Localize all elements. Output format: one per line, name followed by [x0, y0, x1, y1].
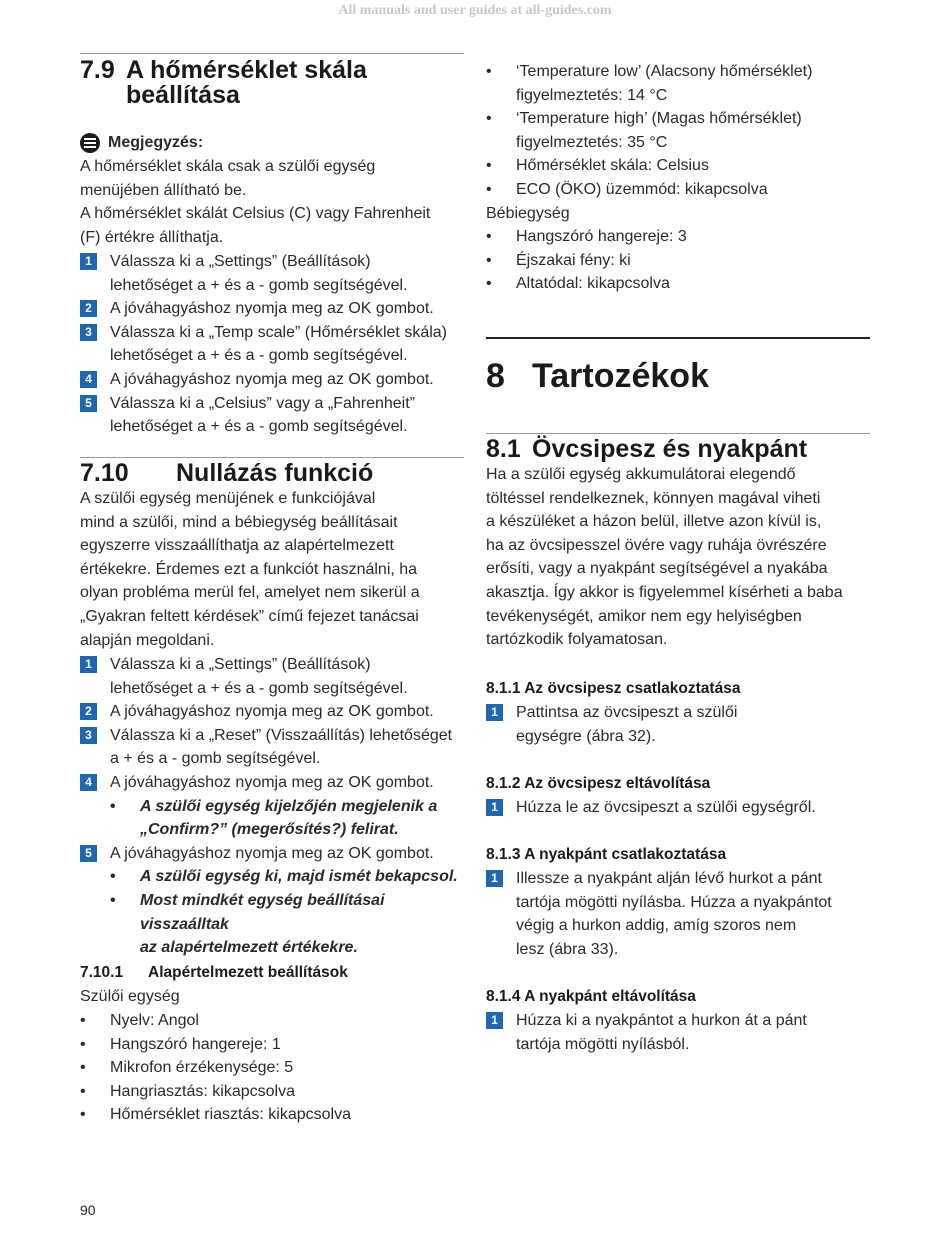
section-7-10-intro [80, 487, 464, 652]
section-8-1-4-heading: 8.1.4 A nyakpánt eltávolítása [486, 988, 696, 1005]
step-line: végig a hurkon addig, amíg szoros nem [516, 917, 797, 935]
step-number: 2 [80, 703, 97, 720]
page-number: 90 [80, 1202, 96, 1218]
list-item-text: Hőmérséklet riasztás: kikapcsolva [110, 1106, 351, 1124]
step-line: A jóváhagyáshoz nyomja meg az OK gombot. [110, 773, 434, 791]
section-8-1-intro [486, 463, 870, 652]
step-item [80, 321, 464, 368]
step-item [80, 700, 464, 724]
step-item [80, 297, 464, 321]
step-number: 1 [80, 253, 97, 270]
bullet-dot: • [486, 110, 492, 128]
result-line: A szülői egység kijelzőjén megjelenik a [140, 797, 438, 815]
chapter-number: 8 [486, 357, 505, 395]
step-line: tartója mögötti nyílásba. Húzza a nyakpántot [516, 893, 832, 911]
section-8-1-heading [486, 437, 870, 462]
note-label: Megjegyzés: [108, 134, 204, 151]
step-item [80, 392, 464, 439]
parent-defaults-list [80, 1009, 464, 1127]
step-item [486, 867, 870, 961]
list-item [486, 60, 870, 107]
step-line: Húzza ki a nyakpántot a hurkon át a pánt [516, 1012, 807, 1029]
result-bullet [80, 865, 464, 889]
step-number: 1 [486, 1012, 503, 1029]
list-item-text: Altatódal: kikapcsolva [516, 275, 670, 293]
bullet-dot: • [486, 157, 492, 175]
section-8-1-1-heading: 8.1.1 Az övcsipesz csatlakoztatása [486, 680, 741, 697]
list-item-text: Hőmérséklet skála: Celsius [516, 157, 709, 175]
bullet-dot: • [486, 63, 492, 80]
bullet-dot: • [486, 228, 492, 246]
step-line: Válassza ki a „Celsius” vagy a „Fahrenheit” [110, 394, 416, 412]
step-line: lehetőséget a + és a - gomb segítségével. [110, 679, 408, 697]
paragraph-line: A szülői egység menüjének e funkciójával [80, 490, 376, 507]
step-item [80, 842, 464, 866]
note-line: menüjében állítható be. [80, 181, 247, 199]
list-item-text: ‘Temperature low’ (Alacsony hőmérséklet) [516, 63, 813, 80]
step-number: 4 [80, 371, 97, 388]
defaults-continued-list [486, 60, 870, 296]
step-line: Válassza ki a „Reset” (Visszaállítás) lehetőséget [110, 726, 453, 744]
bullet-dot: • [80, 1059, 86, 1077]
watermark: All manuals and user guides at all-guides.com [338, 3, 612, 18]
chapter-8-heading [486, 356, 870, 396]
list-item-text: ECO (ÖKO) üzemmód: kikapcsolva [516, 180, 768, 198]
paragraph-line: alapján megoldani. [80, 631, 215, 649]
list-item [80, 1009, 464, 1033]
step-line: a + és a - gomb segítségével. [110, 750, 321, 768]
paragraph-line: mind a szülői, mind a bébiegység beállításait [80, 513, 398, 531]
paragraph-line: értékekre. Érdemes ezt a funkciót használni, ha [80, 560, 418, 578]
step-item [80, 771, 464, 795]
bullet-dot: • [110, 868, 116, 886]
list-item [80, 1056, 464, 1080]
step-line: lesz (ábra 33). [516, 940, 619, 958]
step-number: 3 [80, 727, 97, 744]
bullet-dot: • [80, 1082, 86, 1100]
step-number: 1 [486, 870, 503, 887]
step-line: lehetőséget a + és a - gomb segítségével. [110, 347, 408, 365]
paragraph-line: tevékenységét, amikor nem egy helyiségben [486, 607, 802, 625]
result-line: Most mindkét egység beállításai visszaálltak [140, 891, 385, 933]
paragraph-line: akasztja. Így akkor is figyelemmel kísérheti a baba [486, 583, 843, 601]
step-number: 3 [80, 324, 97, 341]
step-line: A jóváhagyáshoz nyomja meg az OK gombot. [110, 370, 434, 388]
bullet-dot: • [110, 797, 116, 815]
step-number: 4 [80, 774, 97, 791]
step-number: 5 [80, 845, 97, 862]
paragraph-line: egyszerre visszaállíthatja az alapértelmezett [80, 537, 394, 555]
steps-7-10 [80, 653, 464, 960]
step-line: Pattintsa az övcsipeszt a szülői [516, 704, 738, 721]
list-item [486, 249, 870, 273]
paragraph-line: töltéssel rendelkeznek, könnyen magával viheti [486, 489, 821, 507]
step-item [80, 653, 464, 700]
section-7-10-heading [80, 461, 464, 486]
step-line: A jóváhagyáshoz nyomja meg az OK gombot. [110, 703, 434, 721]
section-number: 7.9 [80, 56, 115, 84]
bullet-dot: • [486, 251, 492, 269]
result-bullet [80, 795, 464, 842]
result-line: az alapértelmezett értékekre. [140, 939, 358, 957]
step-number: 1 [486, 704, 503, 721]
step-item [80, 250, 464, 297]
step-line: Válassza ki a „Temp scale” (Hőmérséklet skála) [110, 323, 447, 341]
note-line: (F) értékre állíthatja. [80, 228, 224, 246]
step-line: Húzza le az övcsipeszt a szülői egységről. [516, 799, 816, 816]
chapter-title: Tartozékok [532, 357, 709, 395]
section-8-1-2-heading: 8.1.2 Az övcsipesz eltávolítása [486, 775, 711, 792]
step-number: 1 [486, 799, 503, 816]
chapter-rule [486, 337, 870, 339]
step-item [80, 724, 464, 771]
list-item-text: figyelmeztetés: 35 °C [516, 133, 668, 151]
list-item [486, 225, 870, 249]
list-item-text: figyelmeztetés: 14 °C [516, 86, 668, 104]
step-item [486, 1009, 870, 1056]
defaults-group-label: Szülői egység [80, 988, 180, 1005]
paragraph-line: Ha a szülői egység akkumulátorai elegendő [486, 466, 796, 483]
bullet-dot: • [80, 1012, 86, 1029]
section-title: Alapértelmezett beállítások [148, 964, 348, 981]
bullet-dot: • [486, 275, 492, 293]
note-line: A hőmérséklet skála csak a szülői egység [80, 158, 376, 175]
bullet-dot: • [80, 1106, 86, 1124]
section-8-1-3-heading: 8.1.3 A nyakpánt csatlakoztatása [486, 846, 727, 863]
section-number: 7.10 [80, 459, 129, 487]
defaults-group-label: Bébiegység [486, 204, 570, 222]
list-item-text: ‘Temperature high’ (Magas hőmérséklet) [516, 110, 802, 128]
step-line: tartója mögötti nyílásból. [516, 1035, 690, 1053]
step-number: 5 [80, 395, 97, 412]
paragraph-line: olyan probléma merül fel, amelyet nem sikerül a [80, 584, 420, 602]
list-item [80, 1033, 464, 1057]
note-text [80, 155, 464, 249]
section-number: 7.10.1 [80, 964, 124, 981]
section-number: 8.1 [486, 435, 521, 463]
paragraph-line: „Gyakran feltett kérdések” című fejezet tanácsai [80, 607, 419, 625]
step-number: 2 [80, 300, 97, 317]
steps-7-9 [80, 250, 464, 439]
step-number: 1 [80, 656, 97, 673]
list-item-text: Éjszakai fény: ki [516, 251, 631, 269]
step-item [486, 701, 870, 748]
step-line: A jóváhagyáshoz nyomja meg az OK gombot. [110, 844, 434, 862]
step-item [80, 368, 464, 392]
section-rule [486, 433, 870, 434]
paragraph-line: ha az övcsipesszel övére vagy ruhája övrészére [486, 536, 827, 554]
step-line: A jóváhagyáshoz nyomja meg az OK gombot. [110, 300, 434, 318]
section-rule [80, 457, 464, 458]
section-rule [80, 53, 464, 54]
paragraph-line: tartózkodik folyamatosan. [486, 631, 668, 649]
list-item [80, 1080, 464, 1104]
list-item [486, 107, 870, 154]
section-title-line: beállítása [126, 81, 240, 109]
list-item-text: Hangszóró hangereje: 1 [110, 1035, 281, 1053]
step-line: Illessze a nyakpánt alján lévő hurkot a pánt [516, 870, 822, 887]
list-item-text: Mikrofon érzékenysége: 5 [110, 1059, 294, 1077]
result-line: A szülői egység ki, majd ismét bekapcsol. [140, 868, 458, 886]
paragraph-line: a készüléket a házon belül, illetve azon kívül is, [486, 513, 822, 531]
bullet-dot: • [110, 891, 116, 909]
list-item-text: Hangszóró hangereje: 3 [516, 228, 687, 246]
list-item [486, 154, 870, 178]
list-item-text: Hangriasztás: kikapcsolva [110, 1082, 295, 1100]
bullet-dot: • [486, 180, 492, 198]
step-line: Válassza ki a „Settings” (Beállítások) [110, 656, 371, 673]
list-item [486, 178, 870, 202]
step-line: lehetőséget a + és a - gomb segítségével. [110, 418, 408, 436]
section-7-9-heading [80, 58, 464, 108]
list-item [486, 272, 870, 296]
section-7-10-1-heading [80, 961, 464, 985]
list-item [80, 1103, 464, 1127]
step-item [486, 796, 870, 820]
section-title: Övcsipesz és nyakpánt [532, 435, 808, 463]
bullet-dot: • [80, 1035, 86, 1053]
note-line: A hőmérséklet skálát Celsius (C) vagy Fahrenheit [80, 205, 431, 223]
step-line: egységre (ábra 32). [516, 727, 656, 745]
paragraph-line: erősíti, vagy a nyakpánt segítségével a nyakába [486, 560, 828, 578]
result-line: „Confirm?” (megerősítés?) felirat. [140, 821, 399, 839]
section-title-line: A hőmérséklet skála [126, 56, 367, 84]
section-title: Nullázás funkció [176, 459, 374, 487]
step-line: Válassza ki a „Settings” (Beállítások) [110, 253, 371, 270]
result-bullet [80, 889, 464, 960]
note-icon [80, 133, 100, 153]
note-heading [80, 131, 203, 155]
list-item-text: Nyelv: Angol [110, 1012, 199, 1029]
step-line: lehetőséget a + és a - gomb segítségével. [110, 276, 408, 294]
